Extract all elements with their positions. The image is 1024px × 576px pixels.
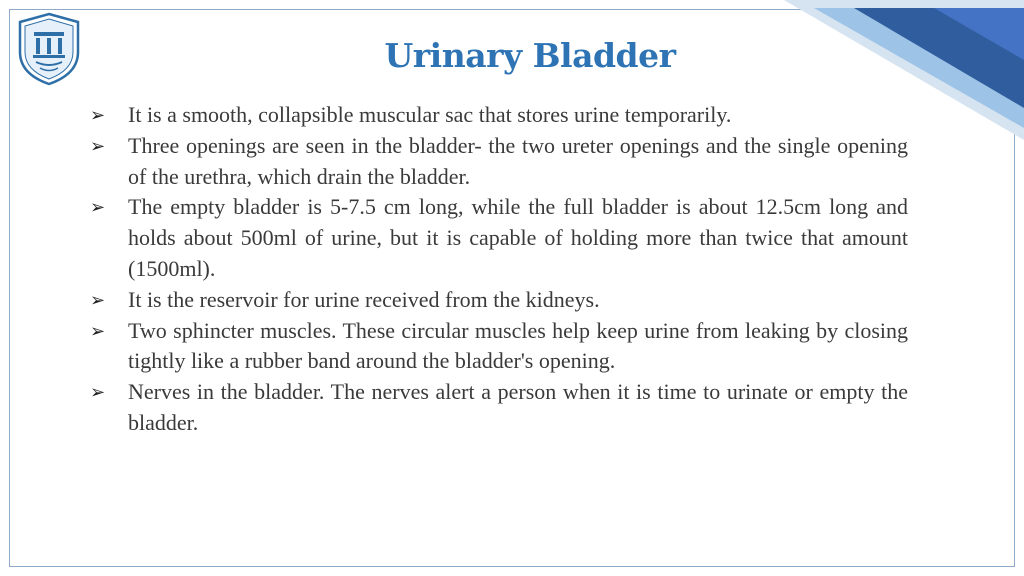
arrow-bullet-icon: ➢ [90, 382, 106, 403]
bullet-item [88, 377, 908, 439]
bullet-item [88, 131, 908, 193]
arrow-bullet-icon: ➢ [90, 197, 106, 218]
bullet-content [88, 100, 908, 439]
bullet-item [88, 316, 908, 378]
bullet-item [88, 285, 908, 316]
arrow-bullet-icon: ➢ [90, 289, 106, 310]
bullet-item [88, 192, 908, 284]
bullet-text: Two sphincter muscles. These circular muscles help keep urine from leaking by closing tightly like a rubber band around the bladder's opening. [128, 317, 908, 374]
bullet-text: Three openings are seen in the bladder- the two ureter openings and the single opening of the urethra, which drain the bladder. [128, 132, 908, 189]
bullet-text: The empty bladder is 5-7.5 cm long, while the full bladder is about 12.5cm long and holds about 500ml of urine, but it is capable of holding more than twice that amount (1500ml). [128, 194, 908, 281]
bullet-text: Nerves in the bladder. The nerves alert a person when it is time to urinate or empty the bladder. [128, 379, 908, 435]
arrow-bullet-icon: ➢ [90, 135, 106, 156]
bullet-text: It is the reservoir for urine received from the kidneys. [128, 286, 600, 312]
bullet-text: It is a smooth, collapsible muscular sac that stores urine temporarily. [128, 102, 732, 127]
arrow-bullet-icon: ➢ [90, 320, 106, 341]
arrow-bullet-icon: ➢ [90, 105, 106, 125]
bullet-item [88, 100, 908, 131]
slide-title: Urinary Bladder [384, 36, 676, 75]
bullet-list [88, 100, 908, 439]
